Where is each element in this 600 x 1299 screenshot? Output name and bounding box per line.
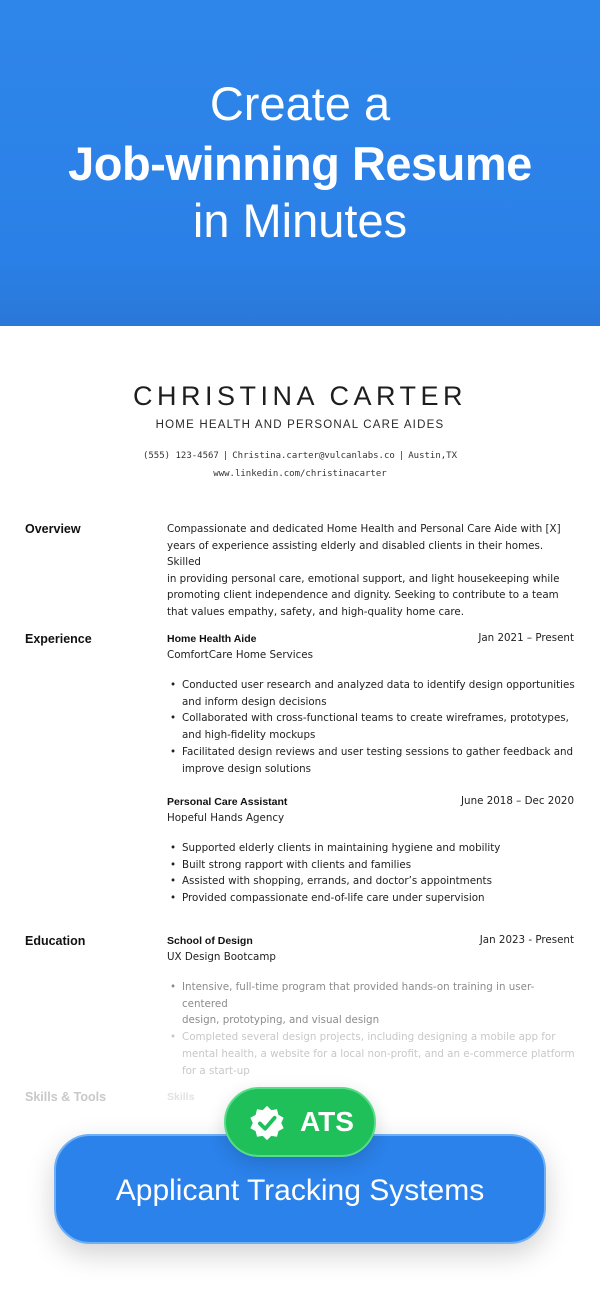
education-program: UX Design Bootcamp [167, 951, 276, 963]
overview-line: promoting client independence and dignity. Seeking to contribute to a team [167, 589, 559, 601]
education-bullets [170, 979, 580, 1079]
hero-banner [0, 0, 600, 326]
contact-separator: | [222, 451, 229, 461]
education-date: Jan 2023 - Present [479, 934, 574, 946]
list-item: • Intensive, full-time program that provided hands-on training in user-centered design, prototyping, and visual design [170, 979, 580, 1029]
job-title: Home Health Aide [167, 633, 257, 645]
ats-banner-text: Applicant Tracking Systems [115, 1174, 485, 1207]
section-label-overview: Overview [25, 522, 81, 536]
contact-linkedin: www.linkedin.com/christinacarter [213, 469, 387, 479]
resume-name: CHRISTINA CARTER [132, 381, 468, 411]
overview-line: that values empathy, safety, and high-quality home care. [167, 605, 465, 618]
list-item: • Facilitated design reviews and user testing sessions to gather feedback and improve design solutions [170, 744, 580, 777]
overview-line: years of experience assisting elderly and disabled clients in their homes. Skilled [167, 539, 544, 568]
list-item: • Collaborated with cross-functional teams to create wireframes, prototypes, and high-fidelity mockups [170, 710, 580, 743]
contact-location: Austin,TX [408, 451, 458, 461]
hero-line-3: in Minutes [192, 194, 408, 247]
section-label-skills: Skills & Tools [25, 1090, 107, 1104]
contact-email: Christina.carter@vulcanlabs.co [232, 451, 395, 461]
resume-job-title: HOME HEALTH AND PERSONAL CARE AIDES [155, 419, 445, 431]
job-bullets [170, 677, 580, 777]
list-item: • Built strong rapport with clients and families [170, 857, 580, 874]
job-date: Jan 2021 – Present [478, 632, 574, 644]
list-item: • Provided compassionate end-of-life care under supervision [170, 890, 580, 907]
contact-line [0, 451, 600, 461]
overview-line: Compassionate and dedicated Home Health and Personal Care Aide with [X] [167, 523, 561, 535]
job-company: Hopeful Hands Agency [167, 812, 285, 824]
job-title: Personal Care Assistant [167, 796, 288, 808]
list-item: • Conducted user research and analyzed data to identify design opportunities and inform design decisions [170, 677, 580, 710]
ats-badge-label: ATS [300, 1106, 354, 1137]
overview-line: in providing personal care, emotional support, and light housekeeping while [167, 572, 560, 585]
job-bullets [170, 840, 580, 907]
list-item: • Completed several design projects, including designing a mobile app for mental health, a website for a local non-profit, and an e-commerce platform for a start-up [170, 1029, 580, 1079]
overview-text [167, 521, 577, 620]
job-company: ComfortCare Home Services [167, 649, 313, 661]
contact-separator: | [398, 451, 405, 461]
job-date: June 2018 – Dec 2020 [461, 795, 574, 807]
section-label-experience: Experience [25, 632, 92, 646]
list-item: • Supported elderly clients in maintaining hygiene and mobility [170, 840, 580, 857]
list-item: • Assisted with shopping, errands, and doctor’s appointments [170, 873, 580, 890]
skills-sub: Skills [167, 1091, 195, 1103]
education-school: School of Design [167, 935, 253, 947]
contact-phone: (555) 123-4567 [142, 451, 219, 461]
ats-badge [224, 1087, 376, 1157]
verified-check-icon [248, 1104, 286, 1142]
hero-line-2: Job-winning Resume [68, 137, 532, 190]
section-label-education: Education [25, 934, 86, 948]
hero-line-1: Create a [209, 77, 391, 130]
